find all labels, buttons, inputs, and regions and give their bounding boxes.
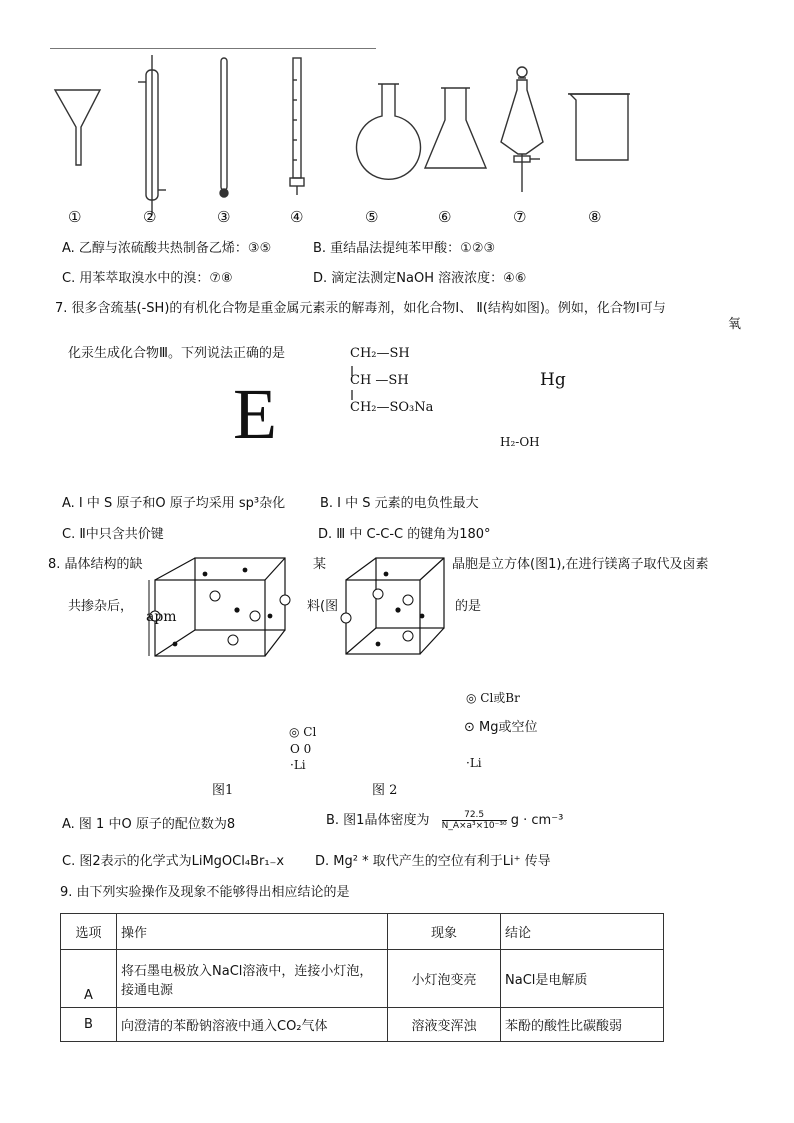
q8-line2-b: 料(图 (307, 599, 339, 614)
legend1-o: O 0 (290, 742, 312, 756)
header-conclusion: 结论 (501, 914, 664, 950)
row-phenomenon: 溶液变浑浊 (388, 1008, 501, 1042)
row-option: B (61, 1008, 117, 1042)
q6-option-b: B. 重结晶法提纯苯甲酸：①②③ (313, 241, 496, 256)
separatory-funnel-icon (501, 67, 543, 192)
q8-line2-c: 的是 (455, 599, 482, 614)
apparatus-label-8: ⑧ (588, 208, 602, 226)
q8-option-a: A. 图 1 中O 原子的配位数为8 (62, 817, 236, 832)
legend2-li: ·Li (466, 756, 482, 770)
q8-option-b-prefix: B. 图1晶体密度为 (326, 813, 430, 828)
apparatus-label-3: ③ (217, 208, 231, 226)
apparatus-label-2: ② (143, 208, 157, 226)
row-phenomenon: 小灯泡变亮 (388, 950, 501, 1008)
compound-image-placeholder: E (233, 374, 277, 454)
fraction-numerator: 72.5 (442, 810, 507, 821)
q7-option-d: D. Ⅲ 中 C-C-C 的键角为180° (318, 527, 491, 542)
crystal-cell-figure-2 (338, 552, 450, 660)
crystal-cell-figure-1 (145, 552, 305, 660)
table-row (61, 1008, 664, 1042)
q8-line2-a: 共掺杂后， (68, 599, 134, 614)
fraction-denominator: N_A×a³×10⁻³⁰ (441, 821, 507, 831)
legend1-li: ·Li (290, 758, 306, 772)
row-option: A (61, 950, 117, 1008)
q7-option-a: A. Ⅰ 中 S 原子和O 原子均采用 sp³杂化 (62, 496, 286, 511)
q8-stem-a: 8. 晶体结构的缺 (48, 557, 143, 572)
q9-stem: 9. 由下列实验操作及现象不能够得出相应结论的是 (60, 885, 350, 900)
legend2-mg: ⊙ Mg或空位 (464, 720, 538, 735)
density-fraction (442, 810, 507, 831)
legend1-cl: ◎ Cl (289, 725, 317, 739)
figure-1-caption: 图1 (212, 783, 234, 798)
burette-icon (290, 58, 304, 195)
q7-stem-line2: 化汞生成化合物Ⅲ。下列说法正确的是 (68, 346, 285, 361)
q8-stem-b: 。某 (300, 557, 327, 572)
q8-stem-c: 晶胞是立方体(图1),在进行镁离子取代及卤素 (452, 557, 709, 572)
struct-line-1: CH₂—SH (350, 346, 410, 361)
q8-option-d: D. Mg² * 取代产生的空位有利于Li⁺ 传导 (315, 854, 551, 869)
h2oh-label: H₂-OH (500, 435, 540, 449)
apparatus-label-7: ⑦ (513, 208, 527, 226)
row-operation: 向澄清的苯酚钠溶液中通入CO₂气体 (117, 1008, 388, 1042)
apparatus-figure (40, 50, 660, 230)
apm-label: apm (146, 609, 177, 625)
legend2-cl-br: ◎ Cl或Br (466, 691, 520, 705)
q6-option-d: D. 滴定法测定NaOH 溶液浓度：④⑥ (313, 271, 527, 286)
table-row (61, 950, 664, 1008)
conical-flask-icon (425, 88, 486, 168)
row-conclusion: NaCl是电解质 (501, 950, 664, 1008)
q7-option-b: B. Ⅰ 中 S 元素的电负性最大 (320, 496, 479, 511)
row-conclusion: 苯酚的酸性比碳酸弱 (501, 1008, 664, 1042)
struct-line-3: CH₂—SO₃Na (350, 400, 434, 415)
density-unit: g · cm⁻³ (510, 813, 564, 828)
struct-line-2: CH —SH (350, 373, 409, 388)
figure-2-caption: 图 2 (372, 783, 398, 798)
hg-label: Hg (540, 370, 566, 390)
round-bottom-flask-icon (356, 84, 420, 179)
apparatus-label-4: ④ (290, 208, 304, 226)
thermometer-icon (220, 58, 228, 197)
header-phenomenon: 现象 (388, 914, 501, 950)
table-header-row (61, 914, 664, 950)
q8-option-c: C. 图2表示的化学式为LiMgOCl₄Br₁₋x (62, 854, 285, 869)
condenser-icon (138, 55, 166, 215)
apparatus-label-1: ① (68, 208, 82, 226)
header-option: 选项 (61, 914, 117, 950)
funnel-icon (55, 90, 100, 165)
top-rule (50, 48, 376, 49)
apparatus-label-5: ⑤ (365, 208, 379, 226)
q6-option-c: C. 用苯萃取溴水中的溴：⑦⑧ (62, 271, 233, 286)
q7-stem-end: 氧 (728, 317, 742, 332)
header-operation: 操作 (117, 914, 388, 950)
row-operation: 将石墨电极放入NaCl溶液中，连接小灯泡，接通电源 (117, 950, 388, 1008)
q7-option-c: C. Ⅱ中只含共价键 (62, 527, 164, 542)
beaker-icon (568, 94, 630, 160)
q7-stem-line1: 7. 很多含巯基(-SH)的有机化合物是重金属元素汞的解毒剂，如化合物Ⅰ、 Ⅱ(结构如图)。例如，化合物Ⅰ可与 (55, 301, 666, 316)
apparatus-label-6: ⑥ (438, 208, 452, 226)
q9-table (60, 913, 664, 1042)
q8-option-b (326, 810, 563, 831)
q6-option-a: A. 乙醇与浓硫酸共热制备乙烯：③⑤ (62, 241, 272, 256)
